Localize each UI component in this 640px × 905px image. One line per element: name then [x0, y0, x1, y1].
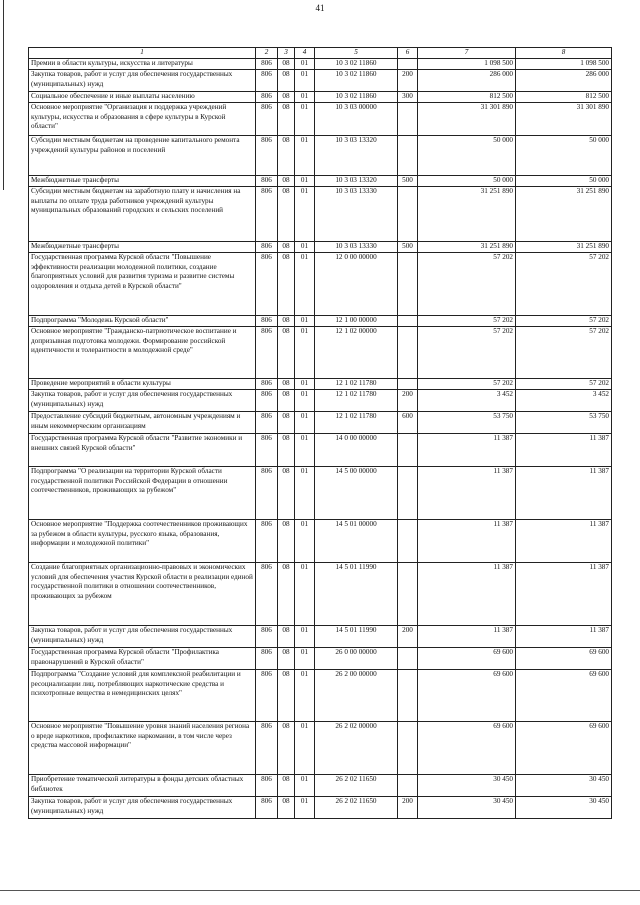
amount-year-2: 57 202: [516, 379, 612, 390]
table-row: [29, 722, 612, 775]
target-item-code: 12 1 02 11780: [315, 379, 398, 390]
expense-type-code: [398, 563, 418, 626]
section-code: 08: [278, 797, 295, 819]
amount-year-2: 11 387: [516, 626, 612, 648]
table-body: [29, 59, 612, 819]
section-code: 08: [278, 648, 295, 670]
amount-year-1: 30 450: [418, 775, 516, 797]
target-item-code: 12 1 02 11780: [315, 412, 398, 434]
row-name: Подпрограмма "Создание условий для комплексной реабилитации и ресоциализации лиц, потребляющих наркотические средства и психотропные вещества в немедицинских целях": [29, 670, 256, 722]
subsection-code: 01: [295, 242, 315, 253]
section-code: 08: [278, 775, 295, 797]
table-row: [29, 242, 612, 253]
table-row: [29, 648, 612, 670]
section-code: 08: [278, 136, 295, 176]
expense-type-code: [398, 467, 418, 520]
section-code: 08: [278, 59, 295, 70]
ministry-code: 806: [256, 316, 278, 327]
subsection-code: 01: [295, 379, 315, 390]
row-name: Основное мероприятие "Повышение уровня знаний населения региона о вреде наркотиков, профилактике наркомании, в том числе через средства массовой информации": [29, 722, 256, 775]
target-item-code: 12 1 02 11780: [315, 390, 398, 412]
section-code: 08: [278, 520, 295, 563]
ministry-code: 806: [256, 253, 278, 316]
target-item-code: 14 5 01 11990: [315, 626, 398, 648]
table-row: [29, 70, 612, 92]
row-name: Подпрограмма "Молодежь Курской области": [29, 316, 256, 327]
amount-year-2: 69 600: [516, 648, 612, 670]
target-item-code: 14 5 00 00000: [315, 467, 398, 520]
section-code: 08: [278, 670, 295, 722]
target-item-code: 26 0 00 00000: [315, 648, 398, 670]
target-item-code: 10 3 03 13320: [315, 176, 398, 187]
subsection-code: 01: [295, 670, 315, 722]
amount-year-1: 11 387: [418, 563, 516, 626]
ministry-code: 806: [256, 775, 278, 797]
expense-type-code: [398, 670, 418, 722]
amount-year-2: 69 600: [516, 722, 612, 775]
table-row: [29, 327, 612, 379]
subsection-code: 01: [295, 187, 315, 242]
amount-year-1: 11 387: [418, 520, 516, 563]
amount-year-1: 31 251 890: [418, 187, 516, 242]
subsection-code: 01: [295, 520, 315, 563]
ministry-code: 806: [256, 187, 278, 242]
row-name: Закупка товаров, работ и услуг для обеспечения государственных (муниципальных) нужд: [29, 390, 256, 412]
amount-year-2: 11 387: [516, 563, 612, 626]
ministry-code: 806: [256, 412, 278, 434]
table-row: [29, 626, 612, 648]
amount-year-2: 31 301 890: [516, 103, 612, 136]
expense-type-code: [398, 136, 418, 176]
table-row: [29, 797, 612, 819]
table-row: [29, 670, 612, 722]
section-code: 08: [278, 327, 295, 379]
expense-type-code: [398, 327, 418, 379]
table-row: [29, 187, 612, 242]
row-name: Основное мероприятие "Гражданско-патриотическое воспитание и допризывная подготовка молодежи. Формирование российской идентичности и толерантности в молодежной среде": [29, 327, 256, 379]
target-item-code: 10 3 02 11860: [315, 70, 398, 92]
row-name: Закупка товаров, работ и услуг для обеспечения государственных (муниципальных) нужд: [29, 70, 256, 92]
amount-year-1: 11 387: [418, 434, 516, 467]
expense-type-code: 200: [398, 626, 418, 648]
amount-year-2: 50 000: [516, 136, 612, 176]
expense-type-code: [398, 520, 418, 563]
expense-type-code: [398, 253, 418, 316]
row-name: Государственная программа Курской области "Развитие экономики и внешних связей Курской области": [29, 434, 256, 467]
amount-year-2: 57 202: [516, 327, 612, 379]
row-name: Социальное обеспечение и иные выплаты населению: [29, 92, 256, 103]
subsection-code: 01: [295, 103, 315, 136]
subsection-code: 01: [295, 648, 315, 670]
column-header: 6: [398, 48, 418, 59]
amount-year-1: 30 450: [418, 797, 516, 819]
amount-year-1: 69 600: [418, 722, 516, 775]
amount-year-2: 57 202: [516, 316, 612, 327]
section-code: 08: [278, 187, 295, 242]
target-item-code: 14 5 01 11990: [315, 563, 398, 626]
ministry-code: 806: [256, 722, 278, 775]
subsection-code: 01: [295, 176, 315, 187]
section-code: 08: [278, 434, 295, 467]
subsection-code: 01: [295, 412, 315, 434]
target-item-code: 12 1 02 00000: [315, 327, 398, 379]
table-row: [29, 775, 612, 797]
ministry-code: 806: [256, 648, 278, 670]
table-row: [29, 434, 612, 467]
amount-year-1: 69 600: [418, 670, 516, 722]
column-header: 3: [278, 48, 295, 59]
margin-line: [3, 0, 4, 190]
subsection-code: 01: [295, 722, 315, 775]
table-row: [29, 136, 612, 176]
expense-type-code: [398, 103, 418, 136]
target-item-code: 26 2 02 11650: [315, 797, 398, 819]
expense-type-code: [398, 722, 418, 775]
table-row: [29, 379, 612, 390]
expense-type-code: 300: [398, 92, 418, 103]
expense-type-code: [398, 187, 418, 242]
subsection-code: 01: [295, 775, 315, 797]
table-row: [29, 390, 612, 412]
subsection-code: 01: [295, 136, 315, 176]
section-code: 08: [278, 92, 295, 103]
row-name: Премии в области культуры, искусства и литературы: [29, 59, 256, 70]
column-header: 8: [516, 48, 612, 59]
amount-year-1: 57 202: [418, 379, 516, 390]
amount-year-1: 286 000: [418, 70, 516, 92]
section-code: 08: [278, 626, 295, 648]
table-row: [29, 467, 612, 520]
amount-year-1: 69 600: [418, 648, 516, 670]
ministry-code: 806: [256, 379, 278, 390]
subsection-code: 01: [295, 563, 315, 626]
column-header: 5: [315, 48, 398, 59]
row-name: Подпрограмма "О реализации на территории Курской области государственной политики Российской Федерации в отношении соотечественников, проживающих за рубежом": [29, 467, 256, 520]
ministry-code: 806: [256, 59, 278, 70]
target-item-code: 14 0 00 00000: [315, 434, 398, 467]
amount-year-2: 11 387: [516, 520, 612, 563]
amount-year-2: 3 452: [516, 390, 612, 412]
subsection-code: 01: [295, 70, 315, 92]
row-name: Предоставление субсидий бюджетным, автономным учреждениям и иным некоммерческим организациям: [29, 412, 256, 434]
amount-year-1: 57 202: [418, 316, 516, 327]
amount-year-2: 30 450: [516, 797, 612, 819]
target-item-code: 14 5 01 00000: [315, 520, 398, 563]
target-item-code: 10 3 03 13330: [315, 242, 398, 253]
row-name: Субсидии местным бюджетам на заработную плату и начисления на выплаты по оплате труда работников учреждений культуры муниципальных образований городских и сельских поселений: [29, 187, 256, 242]
section-code: 08: [278, 176, 295, 187]
amount-year-1: 11 387: [418, 467, 516, 520]
ministry-code: 806: [256, 327, 278, 379]
row-name: Государственная программа Курской области "Профилактика правонарушений в Курской области": [29, 648, 256, 670]
ministry-code: 806: [256, 626, 278, 648]
row-name: Приобретение тематической литературы в фонды детских областных библиотек: [29, 775, 256, 797]
subsection-code: 01: [295, 390, 315, 412]
amount-year-1: 11 387: [418, 626, 516, 648]
row-name: Закупка товаров, работ и услуг для обеспечения государственных (муниципальных) нужд: [29, 797, 256, 819]
ministry-code: 806: [256, 520, 278, 563]
ministry-code: 806: [256, 797, 278, 819]
table-row: [29, 563, 612, 626]
table-row: [29, 520, 612, 563]
ministry-code: 806: [256, 242, 278, 253]
amount-year-1: 50 000: [418, 176, 516, 187]
amount-year-2: 53 750: [516, 412, 612, 434]
amount-year-1: 31 251 890: [418, 242, 516, 253]
expense-type-code: [398, 434, 418, 467]
subsection-code: 01: [295, 253, 315, 316]
row-name: Межбюджетные трансферты: [29, 176, 256, 187]
expense-type-code: 600: [398, 412, 418, 434]
target-item-code: 10 3 03 00000: [315, 103, 398, 136]
section-code: 08: [278, 103, 295, 136]
table-row: [29, 59, 612, 70]
subsection-code: 01: [295, 467, 315, 520]
amount-year-2: 11 387: [516, 467, 612, 520]
expense-type-code: 500: [398, 176, 418, 187]
row-name: Субсидии местным бюджетам на проведение капитального ремонта учреждений культуры районов и поселений: [29, 136, 256, 176]
ministry-code: 806: [256, 563, 278, 626]
bottom-rule: [0, 890, 640, 891]
subsection-code: 01: [295, 92, 315, 103]
column-header: 1: [29, 48, 256, 59]
ministry-code: 806: [256, 92, 278, 103]
column-header: 2: [256, 48, 278, 59]
target-item-code: 26 2 00 00000: [315, 670, 398, 722]
ministry-code: 806: [256, 136, 278, 176]
row-name: Закупка товаров, работ и услуг для обеспечения государственных (муниципальных) нужд: [29, 626, 256, 648]
section-code: 08: [278, 722, 295, 775]
section-code: 08: [278, 412, 295, 434]
amount-year-1: 3 452: [418, 390, 516, 412]
amount-year-1: 812 500: [418, 92, 516, 103]
target-item-code: 26 2 02 00000: [315, 722, 398, 775]
row-name: Проведение мероприятий в области культуры: [29, 379, 256, 390]
amount-year-1: 57 202: [418, 253, 516, 316]
expense-type-code: 500: [398, 242, 418, 253]
expense-type-code: [398, 379, 418, 390]
table-row: [29, 316, 612, 327]
ministry-code: 806: [256, 434, 278, 467]
ministry-code: 806: [256, 467, 278, 520]
subsection-code: 01: [295, 797, 315, 819]
table-row: [29, 176, 612, 187]
section-code: 08: [278, 316, 295, 327]
table-row: [29, 103, 612, 136]
row-name: Основное мероприятие "Организация и поддержка учреждений культуры, искусства и образования в сфере культуры в Курской области": [29, 103, 256, 136]
subsection-code: 01: [295, 316, 315, 327]
column-header: 7: [418, 48, 516, 59]
amount-year-2: 31 251 890: [516, 242, 612, 253]
amount-year-1: 50 000: [418, 136, 516, 176]
ministry-code: 806: [256, 176, 278, 187]
amount-year-2: 286 000: [516, 70, 612, 92]
subsection-code: 01: [295, 626, 315, 648]
budget-table: [28, 47, 612, 819]
expense-type-code: [398, 316, 418, 327]
row-name: Государственная программа Курской области "Повышение эффективности реализации молодежной политики, создание благоприятных условий для развития туризма и развитие системы оздоровления и отдыха детей в Курской области": [29, 253, 256, 316]
ministry-code: 806: [256, 670, 278, 722]
subsection-code: 01: [295, 327, 315, 379]
amount-year-1: 57 202: [418, 327, 516, 379]
row-name: Основное мероприятие "Поддержка соотечественников проживающих за рубежом в области культуры, русского языка, образования, информации и молодежной политики": [29, 520, 256, 563]
amount-year-1: 1 098 500: [418, 59, 516, 70]
column-header: 4: [295, 48, 315, 59]
target-item-code: 10 3 03 13330: [315, 187, 398, 242]
target-item-code: 26 2 02 11650: [315, 775, 398, 797]
target-item-code: 10 3 03 13320: [315, 136, 398, 176]
header-row: [29, 48, 612, 59]
amount-year-2: 69 600: [516, 670, 612, 722]
amount-year-2: 812 500: [516, 92, 612, 103]
amount-year-2: 50 000: [516, 176, 612, 187]
page-number: 41: [315, 3, 325, 13]
amount-year-1: 31 301 890: [418, 103, 516, 136]
expense-type-code: [398, 775, 418, 797]
ministry-code: 806: [256, 103, 278, 136]
expense-type-code: 200: [398, 390, 418, 412]
section-code: 08: [278, 563, 295, 626]
amount-year-2: 30 450: [516, 775, 612, 797]
row-name: Межбюджетные трансферты: [29, 242, 256, 253]
section-code: 08: [278, 242, 295, 253]
ministry-code: 806: [256, 390, 278, 412]
table-row: [29, 92, 612, 103]
ministry-code: 806: [256, 70, 278, 92]
section-code: 08: [278, 379, 295, 390]
section-code: 08: [278, 253, 295, 316]
target-item-code: 10 3 02 11860: [315, 92, 398, 103]
expense-type-code: [398, 59, 418, 70]
subsection-code: 01: [295, 59, 315, 70]
table-row: [29, 412, 612, 434]
row-name: Создание благоприятных организационно-правовых и экономических условий для обеспечения участия Курской области в реализации единой государственной политики в отношении соотечественников, проживающих за рубежом: [29, 563, 256, 626]
section-code: 08: [278, 70, 295, 92]
expense-type-code: 200: [398, 797, 418, 819]
target-item-code: 12 0 00 00000: [315, 253, 398, 316]
amount-year-1: 53 750: [418, 412, 516, 434]
target-item-code: 10 3 02 11860: [315, 59, 398, 70]
section-code: 08: [278, 390, 295, 412]
table-row: [29, 253, 612, 316]
amount-year-2: 31 251 890: [516, 187, 612, 242]
expense-type-code: [398, 648, 418, 670]
amount-year-2: 11 387: [516, 434, 612, 467]
subsection-code: 01: [295, 434, 315, 467]
expense-type-code: 200: [398, 70, 418, 92]
amount-year-2: 57 202: [516, 253, 612, 316]
section-code: 08: [278, 467, 295, 520]
amount-year-2: 1 098 500: [516, 59, 612, 70]
target-item-code: 12 1 00 00000: [315, 316, 398, 327]
